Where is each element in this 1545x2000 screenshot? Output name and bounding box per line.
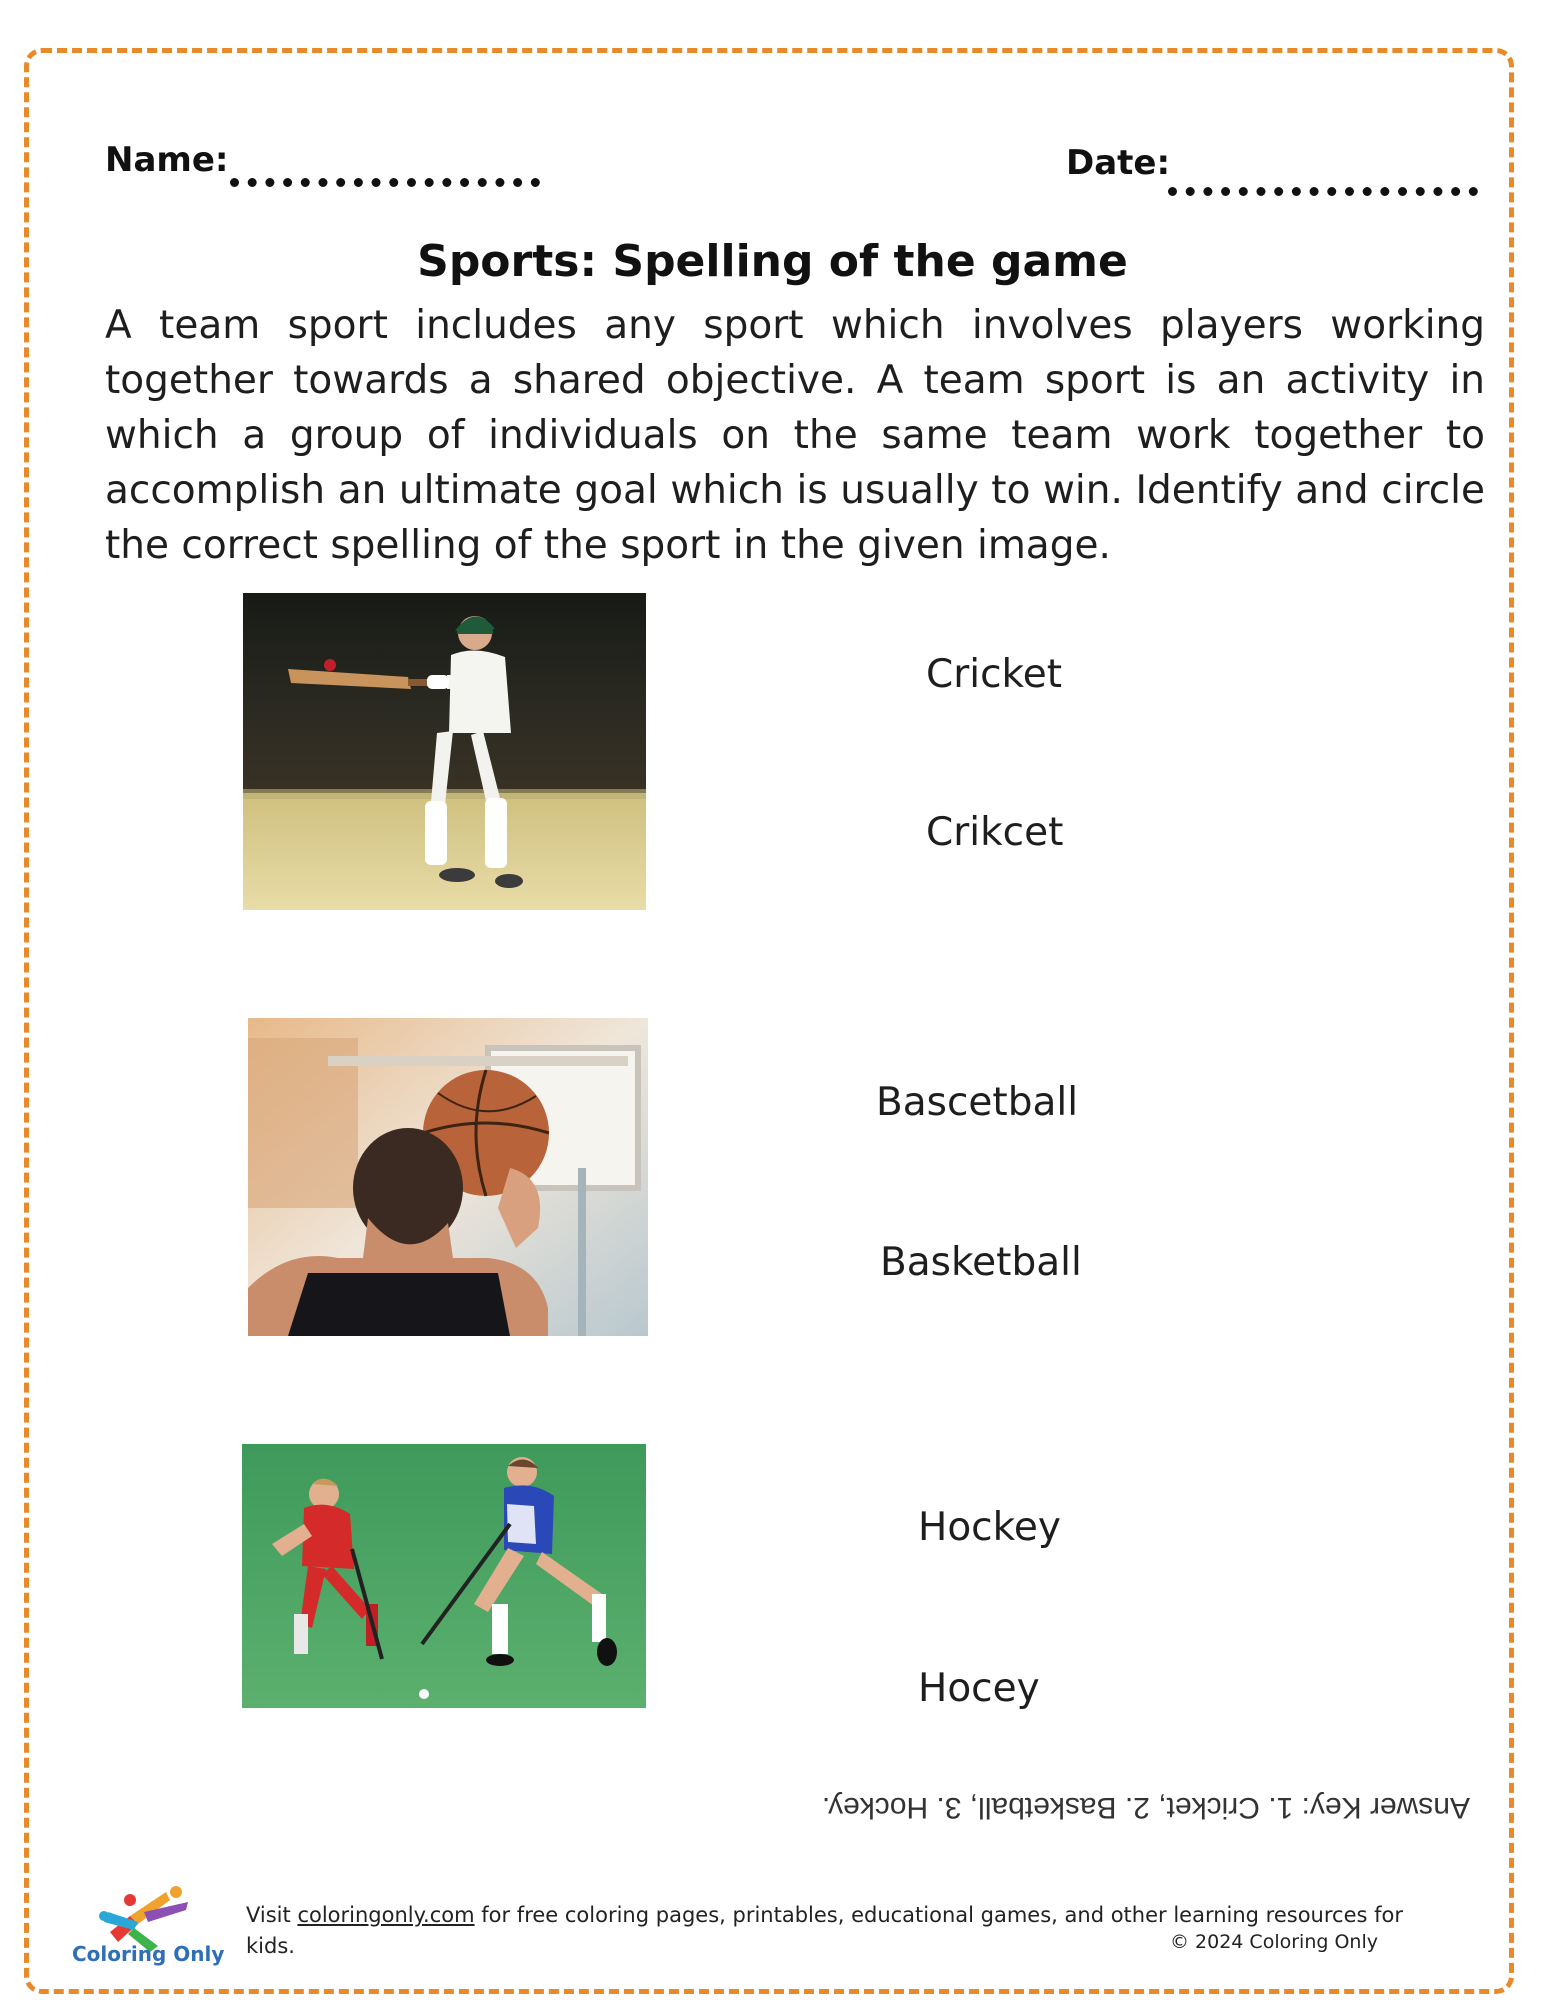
name-label: Name: xyxy=(105,140,229,180)
date-label: Date: xyxy=(1066,143,1171,183)
logo-text: Coloring Only xyxy=(72,1942,225,1966)
q1-option-1[interactable]: Cricket xyxy=(926,652,1063,697)
copyright-text: © 2024 Coloring Only xyxy=(1170,1931,1378,1953)
q1-option-2[interactable]: Crikcet xyxy=(926,810,1064,855)
coloringonly-link[interactable]: coloringonly.com xyxy=(297,1903,475,1927)
footer-visit-prefix: Visit xyxy=(246,1903,298,1927)
instructions-text: A team sport includes any sport which involves players working together towards a shared objective. A team sport is an activity in which a group of individuals on the same team work together to accomplish an ultimate goal which is usually to win. Identify and circle the correct spelling of the sport in the given image. xyxy=(105,303,1485,568)
cricket-player-photo xyxy=(243,593,646,910)
q2-option-1[interactable]: Bascetball xyxy=(876,1080,1079,1125)
worksheet-title: Sports: Spelling of the game xyxy=(417,236,1128,287)
footer-visit-suffix: for free coloring pages, printables, educational games, and other learning resources for kids. xyxy=(246,1903,1403,1958)
name-field[interactable] xyxy=(230,178,540,187)
q3-option-1[interactable]: Hockey xyxy=(918,1505,1061,1550)
hockey-players-photo xyxy=(242,1444,646,1708)
q2-option-2[interactable]: Basketball xyxy=(880,1240,1082,1285)
basketball-player-photo xyxy=(248,1018,648,1336)
date-field[interactable] xyxy=(1168,187,1478,196)
q3-option-2[interactable]: Hocey xyxy=(918,1666,1040,1711)
answer-key: Answer Key: 1. Cricket, 2. Basketball, 3. Hockey. xyxy=(821,1791,1470,1824)
